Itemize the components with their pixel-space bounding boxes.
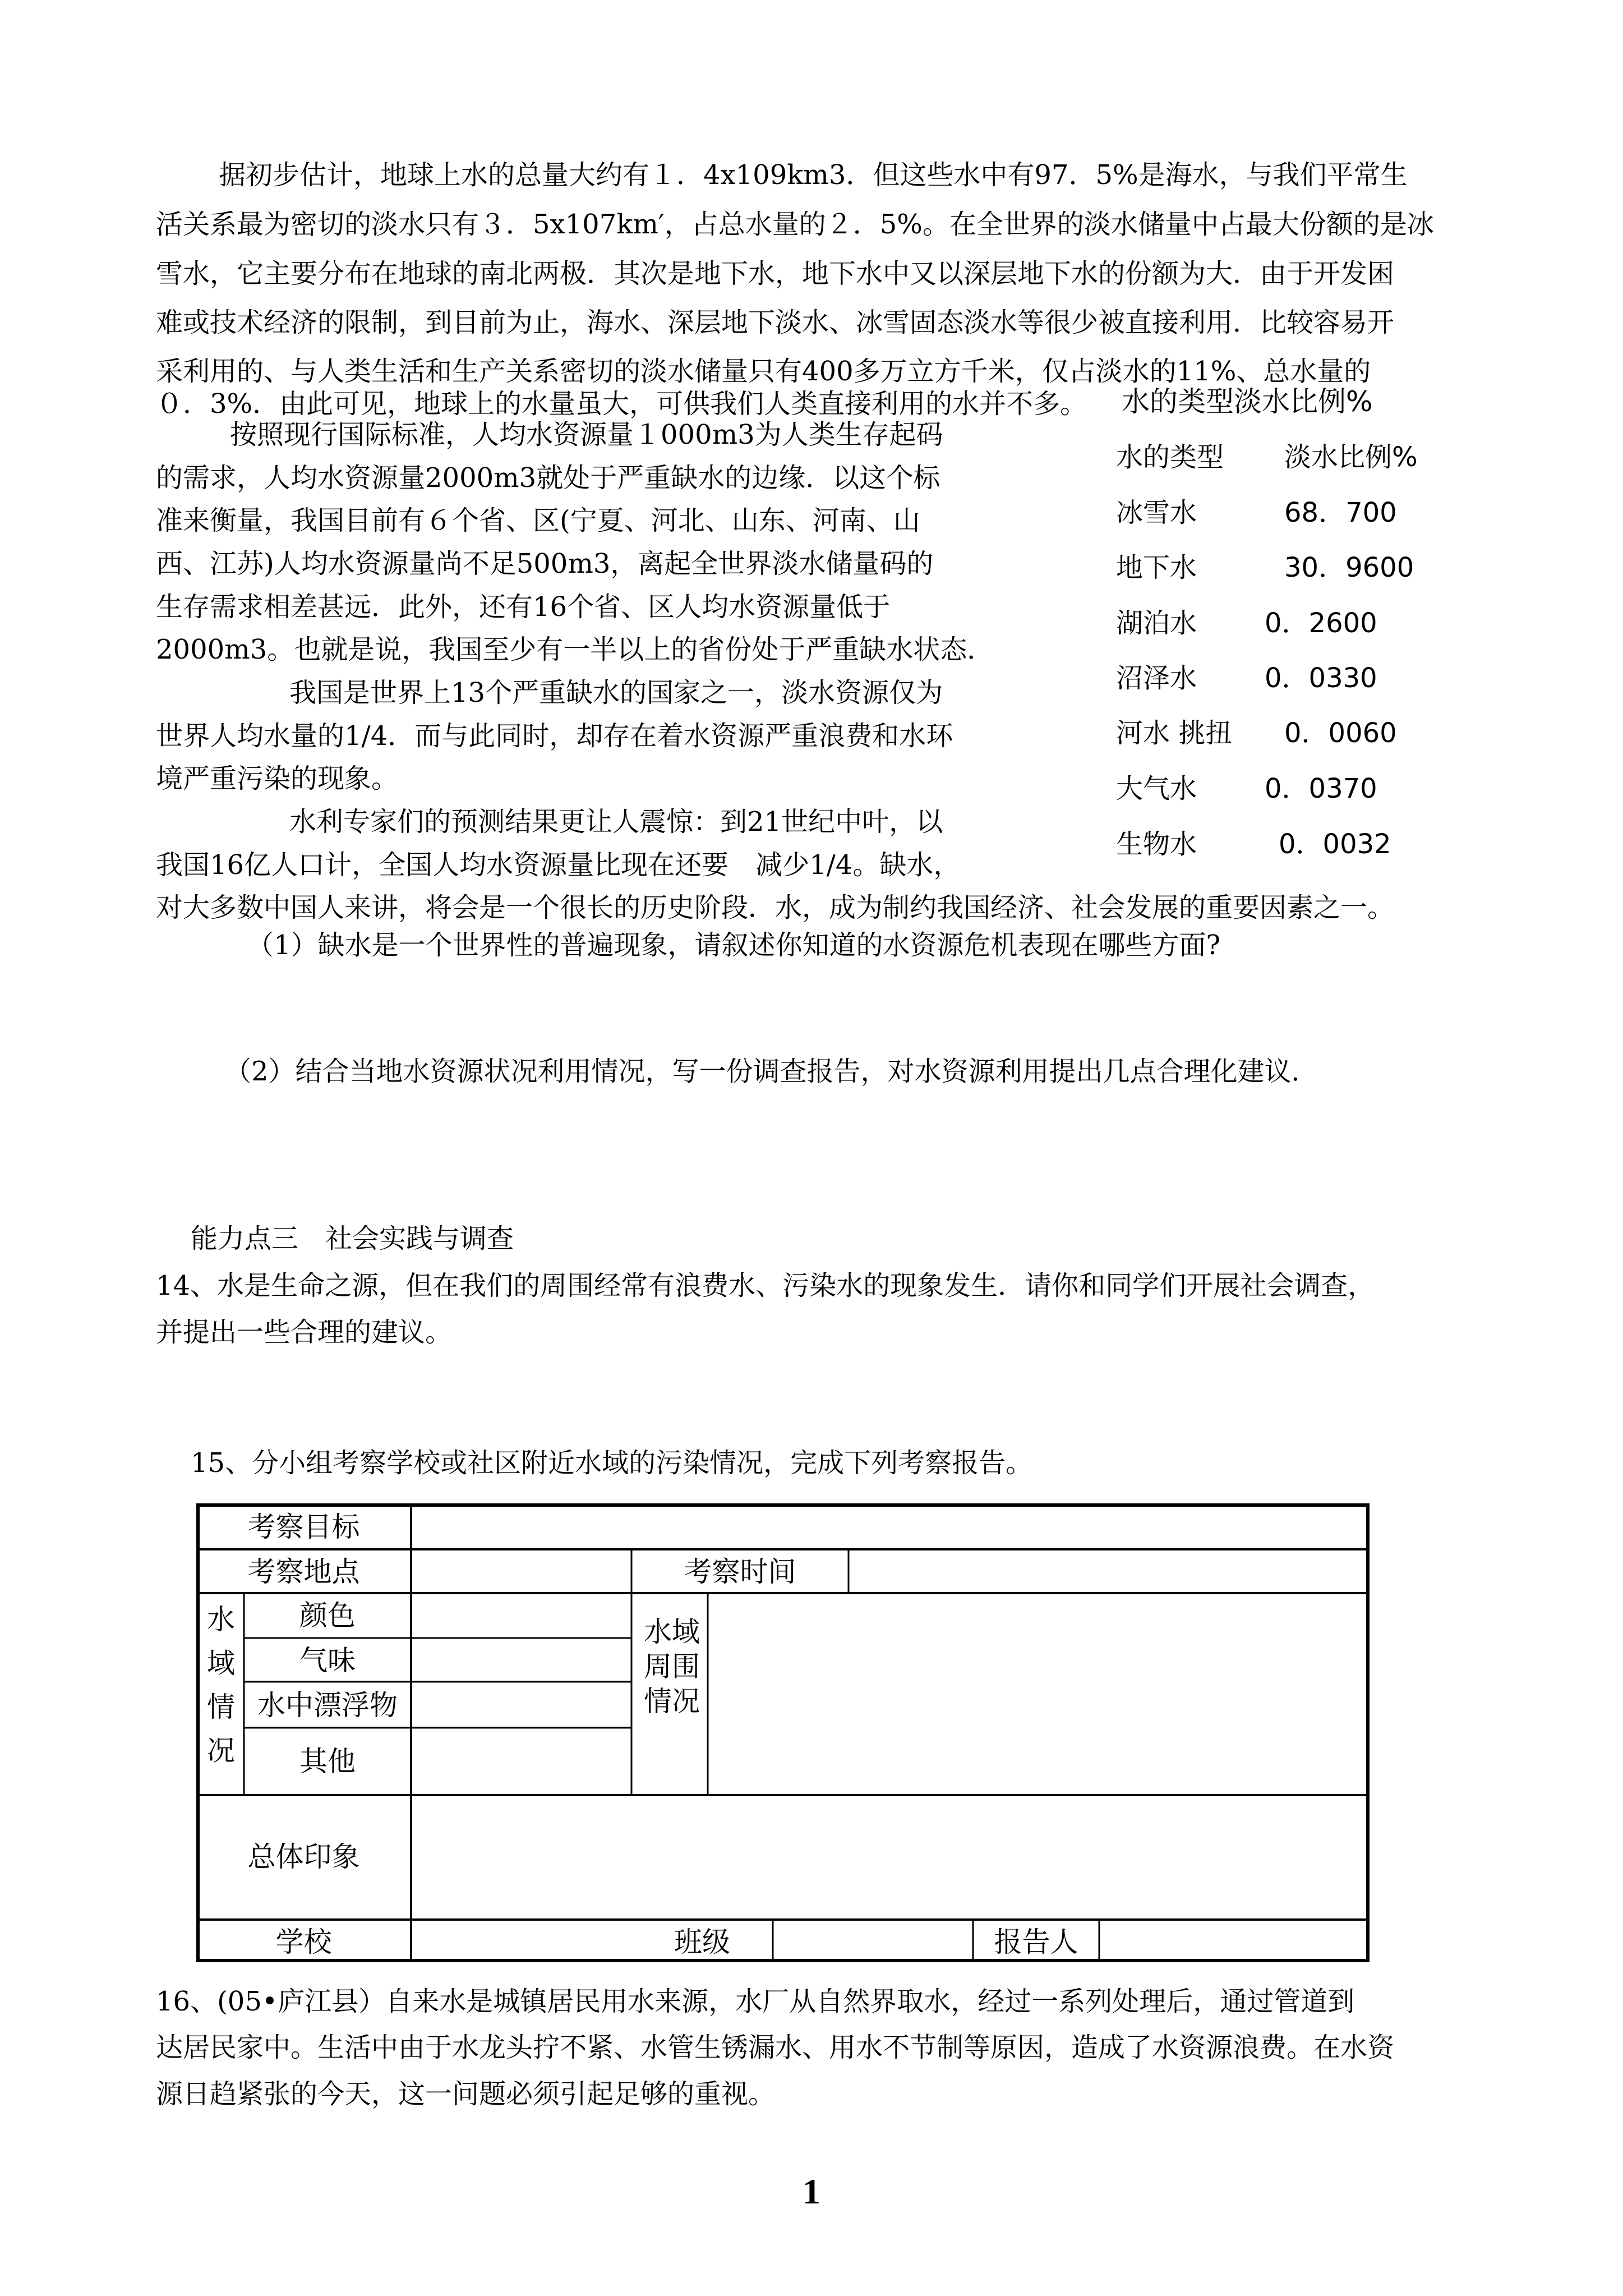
standard-line-10: 水利专家们的预测结果更让人震惊：到21世纪中叶，以 bbox=[289, 806, 943, 838]
survey-impression-label: 总体印象 bbox=[247, 1841, 360, 1873]
section-title: 能力点三 社会实践与调查 bbox=[191, 1223, 514, 1254]
survey-location-label: 考察地点 bbox=[247, 1556, 360, 1588]
survey-surround-line-2: 情况 bbox=[644, 1685, 700, 1718]
ratio-value-0: 68．700 bbox=[1284, 497, 1397, 528]
intro-line-6: ０．3%．由此可见，地球上的水量虽大，可供我们人类直接利用的水并不多。 bbox=[156, 388, 1087, 420]
question-15: 15、分小组考察学校或社区附近水域的污染情况，完成下列考察报告。 bbox=[191, 1447, 1033, 1479]
survey-class-label: 班级 bbox=[674, 1926, 730, 1958]
survey-goal-label: 考察目标 bbox=[247, 1511, 360, 1543]
page-number: 1 bbox=[803, 2171, 820, 2211]
survey-color-label: 颜色 bbox=[299, 1599, 356, 1632]
intro-line-3: 雪水，它主要分布在地球的南北两极．其次是地下水，地下水中又以深层地下水的份额为大．由于开发困 bbox=[156, 258, 1395, 289]
question-2: （2）结合当地水资源状况利用情况，写一份调查报告，对水资源利用提出几点合理化建议． bbox=[224, 1056, 1318, 1087]
standard-line-9: 境严重污染的现象。 bbox=[156, 763, 399, 794]
ratio-type-4: 河水 挑扭 bbox=[1116, 717, 1233, 749]
ratio-value-3: 0．0330 bbox=[1265, 662, 1377, 694]
question-16-line-1: 16、(05•庐江县）自来水是城镇居民用水来源，水厂从自然界取水，经过一系列处理后，通过管道到 bbox=[156, 1986, 1355, 2017]
survey-water-char-3: 况 bbox=[207, 1734, 235, 1767]
standard-line-6: 2000m3。也就是说，我国至少有一半以上的省份处于严重缺水状态． bbox=[156, 634, 994, 665]
survey-water-char-0: 水 bbox=[207, 1603, 235, 1636]
standard-line-8: 世界人均水量的1/4．而与此同时，却存在着水资源严重浪费和水环 bbox=[156, 720, 953, 752]
ratio-type-1: 地下水 bbox=[1116, 552, 1197, 583]
ratio-header-ratio: 淡水比例% bbox=[1284, 441, 1418, 473]
ratio-header-type: 水的类型 bbox=[1116, 441, 1224, 473]
survey-reporter-label: 报告人 bbox=[994, 1926, 1078, 1958]
standard-line-5: 生存需求相差甚远．此外，还有16个省、区人均水资源量低于 bbox=[156, 591, 891, 623]
question-14-line-2: 并提出一些合理的建议。 bbox=[156, 1317, 453, 1348]
ratio-value-6: 0．0032 bbox=[1279, 829, 1391, 860]
intro-line-1: 据初步估计，地球上水的总量大约有１．4x109km3．但这些水中有97．5%是海水，与我们平常生 bbox=[219, 159, 1408, 191]
ratio-value-5: 0．0370 bbox=[1265, 773, 1377, 804]
standard-line-11: 我国16亿人口计，全国人均水资源量比现在还要 减少1/4。缺水， bbox=[156, 849, 961, 881]
intro-line-4: 难或技术经济的限制，到目前为止，海水、深层地下淡水、冰雪固态淡水等很少被直接利用．比较容易开 bbox=[156, 307, 1395, 338]
survey-school-label: 学校 bbox=[275, 1926, 332, 1958]
ratio-value-2: 0．2600 bbox=[1265, 608, 1377, 639]
survey-water-char-2: 情 bbox=[207, 1691, 235, 1723]
survey-report-table bbox=[196, 1503, 1370, 1962]
survey-water-char-1: 域 bbox=[207, 1647, 235, 1680]
ratio-table-title: 水的类型淡水比例% bbox=[1122, 385, 1373, 418]
standard-line-1: 按照现行国际标准，人均水资源量１000m3为人类生存起码 bbox=[230, 419, 943, 450]
standard-line-2: 的需求，人均水资源量2000m3就处于严重缺水的边缘．以这个标 bbox=[156, 462, 940, 494]
ratio-type-5: 大气水 bbox=[1116, 773, 1197, 804]
standard-line-4: 西、江苏)人均水资源量尚不足500m3，离起全世界淡水储量码的 bbox=[156, 548, 934, 579]
survey-time-label: 考察时间 bbox=[684, 1556, 796, 1588]
survey-floating-label: 水中漂浮物 bbox=[257, 1689, 398, 1722]
water-ratio-table bbox=[1116, 370, 1520, 875]
standard-line-3: 准来衡量，我国目前有６个省、区(宁夏、河北、山东、河南、山 bbox=[156, 505, 920, 536]
ratio-type-6: 生物水 bbox=[1116, 829, 1197, 860]
question-16-line-2: 达居民家中。生活中由于水龙头拧不紧、水管生锈漏水、用水不节制等原因，造成了水资源浪费。在水资 bbox=[156, 2032, 1395, 2063]
intro-line-2: 活关系最为密切的淡水只有３．5x107km′，占总水量的２．5%。在全世界的淡水储量中占最大份额的是冰 bbox=[156, 209, 1434, 240]
ratio-value-4: 0．0060 bbox=[1284, 717, 1397, 749]
survey-surroundings-label bbox=[644, 1614, 700, 1719]
question-1: （1）缺水是一个世界性的普遍现象，请叙述你知道的水资源危机表现在哪些方面? bbox=[247, 930, 1221, 961]
survey-water-label bbox=[204, 1598, 238, 1773]
intro-line-5: 采利用的、与人类生活和生产关系密切的淡水储量只有400多万立方千米，仅占淡水的11%、总水量的 bbox=[156, 356, 1371, 387]
standard-line-12: 对大多数中国人来讲，将会是一个很长的历史阶段．水，成为制约我国经济、社会发展的重要因素之一。 bbox=[156, 892, 1395, 923]
survey-other-label: 其他 bbox=[299, 1745, 356, 1778]
ratio-type-3: 沼泽水 bbox=[1116, 662, 1197, 694]
survey-smell-label: 气味 bbox=[299, 1644, 356, 1677]
ratio-type-2: 湖泊水 bbox=[1116, 608, 1197, 639]
question-16-line-3: 源日趋紧张的今天，这一问题必须引起足够的重视。 bbox=[156, 2078, 776, 2110]
question-14-line-1: 14、水是生命之源，但在我们的周围经常有浪费水、污染水的现象发生．请你和同学们开展社会调查， bbox=[156, 1270, 1375, 1301]
survey-surround-line-1: 周围 bbox=[644, 1650, 700, 1683]
survey-surround-line-0: 水域 bbox=[644, 1616, 700, 1648]
ratio-value-1: 30．9600 bbox=[1284, 552, 1414, 583]
standard-line-7: 我国是世界上13个严重缺水的国家之一，淡水资源仅为 bbox=[289, 677, 943, 708]
ratio-type-0: 冰雪水 bbox=[1116, 497, 1197, 528]
